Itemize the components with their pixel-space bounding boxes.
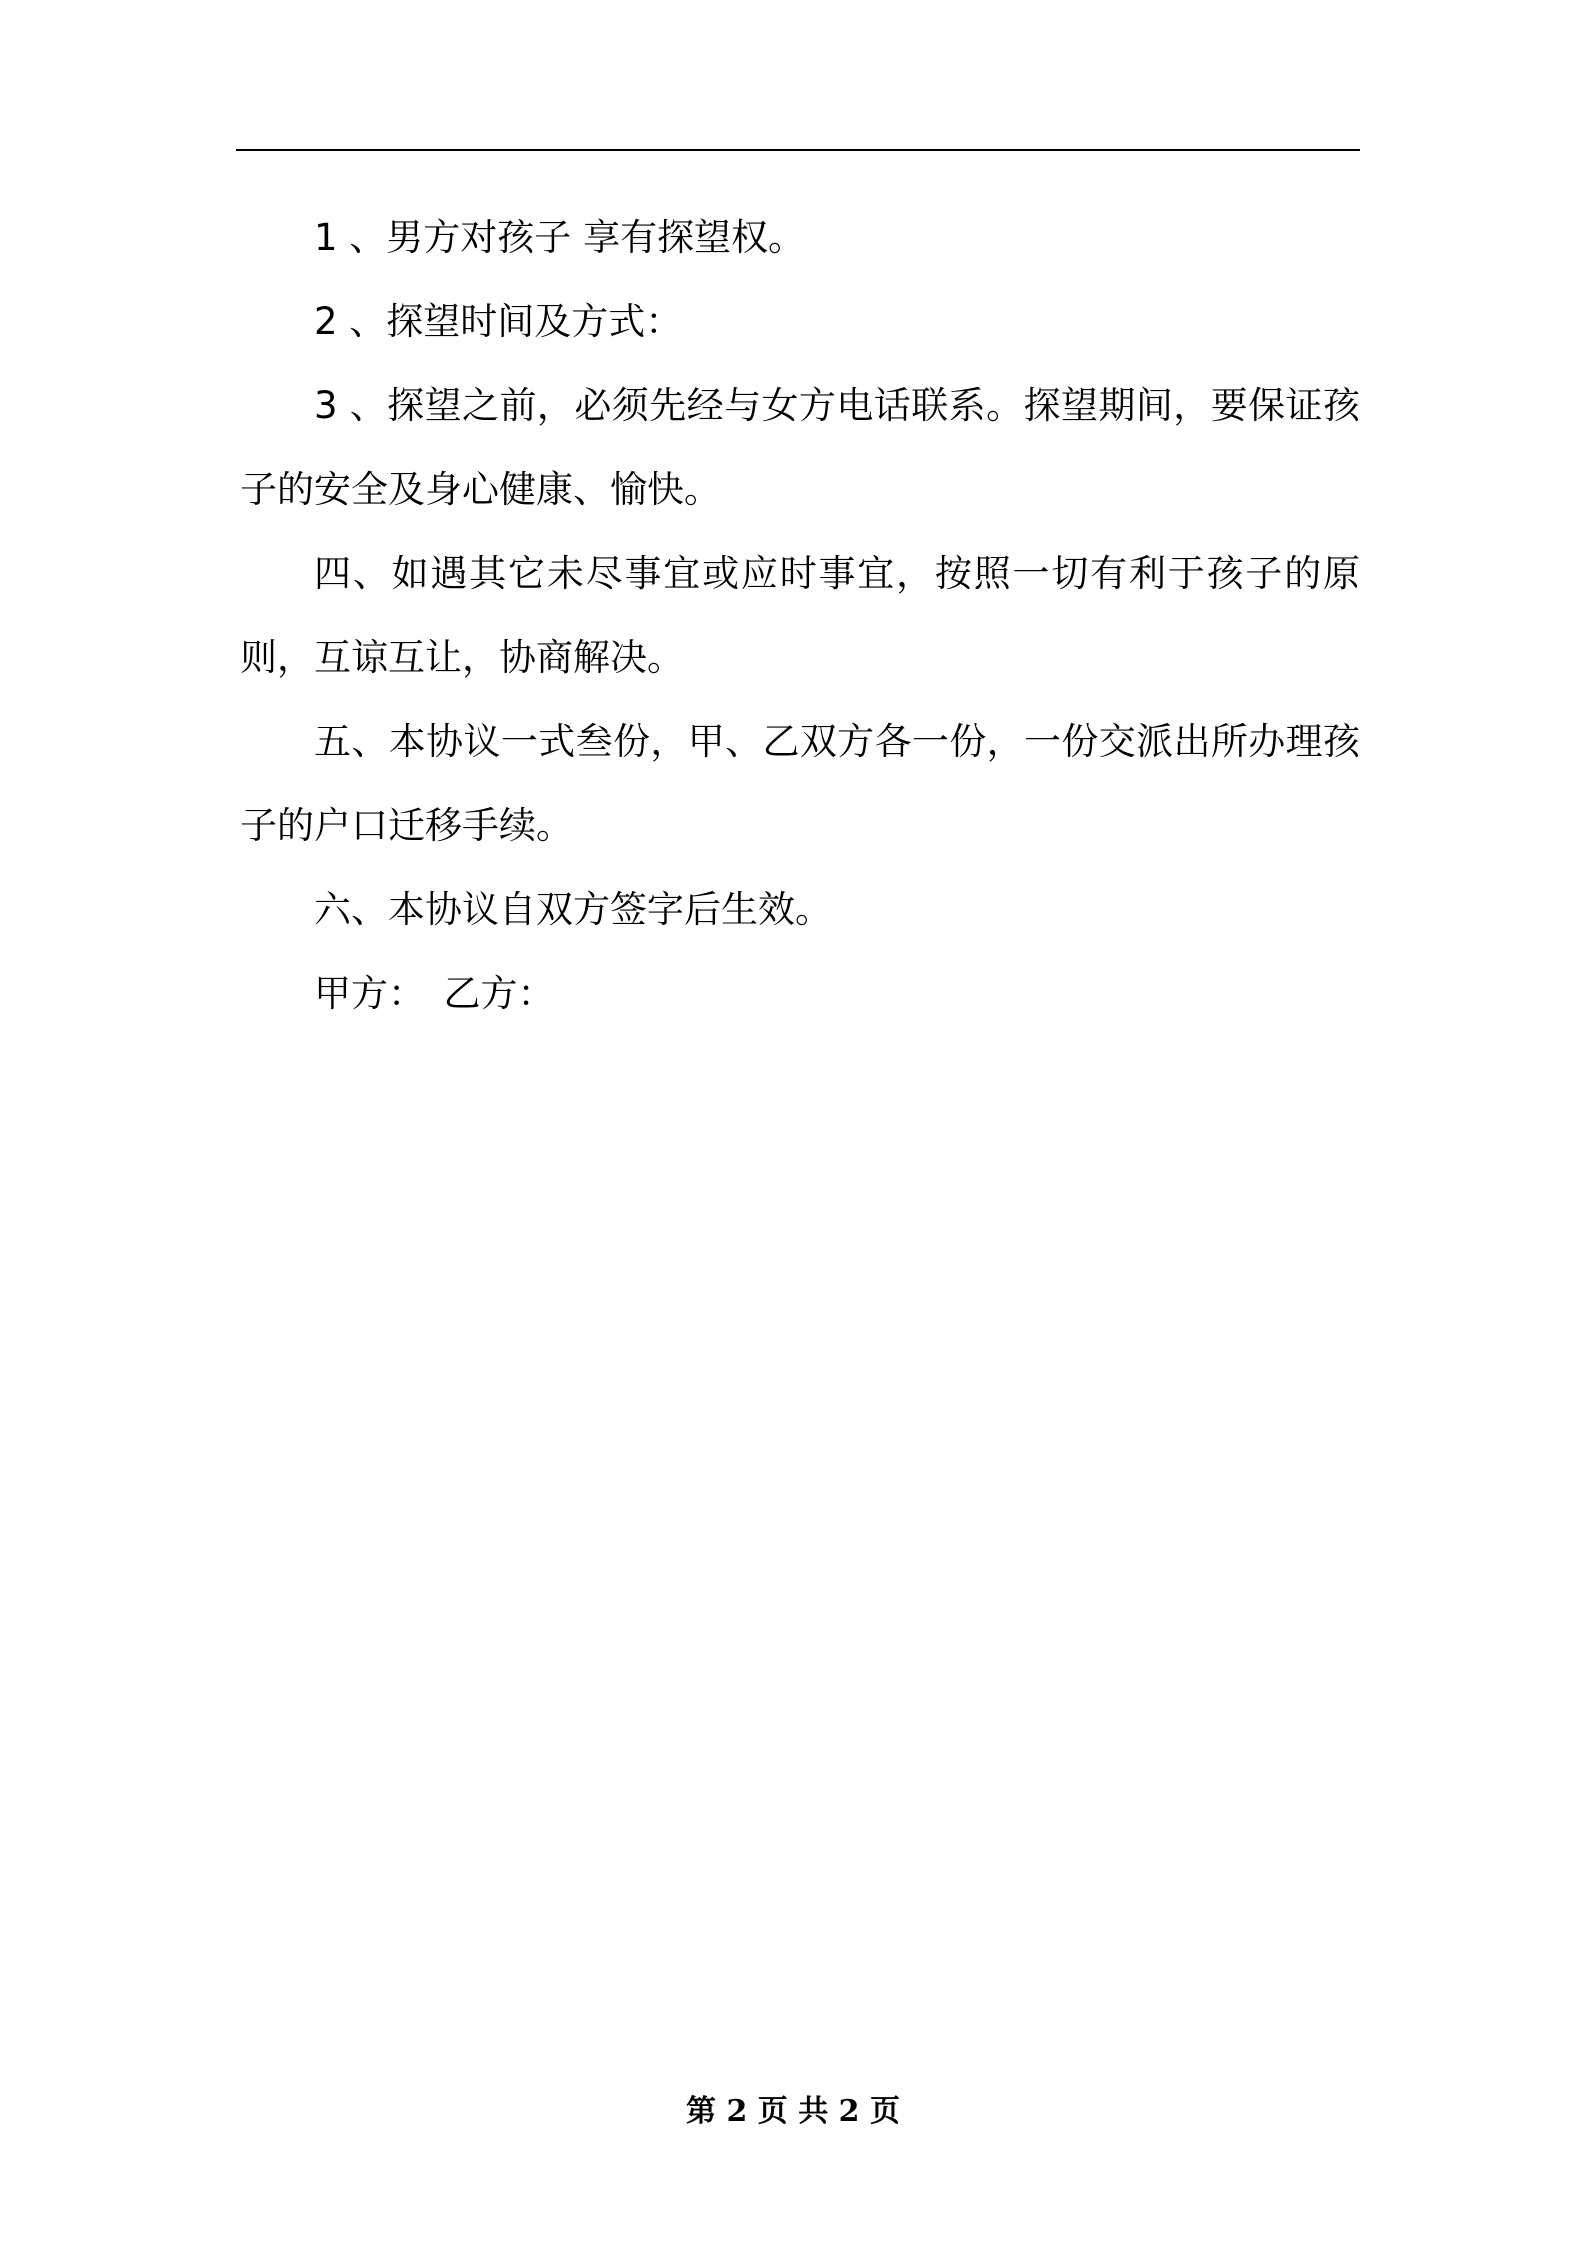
paragraph-visitation-right: 1 、男方对孩子 享有探望权。 bbox=[314, 216, 806, 259]
page-number: 第 2 页 共 2 页 bbox=[686, 2094, 900, 2129]
paragraph-copies: 五、本协议一式叁份，甲、乙双方各一份，一份交派出所办理孩子的户口迁移手续。 bbox=[240, 720, 1360, 847]
paragraph-effective: 六、本协议自双方签字后生效。 bbox=[314, 888, 832, 931]
paragraph-visitation-contact: 3 、探望之前，必须先经与女方电话联系。探望期间，要保证孩子的安全及身心健康、愉快。 bbox=[240, 384, 1360, 511]
paragraph-visitation-time: 2 、探望时间及方式： bbox=[314, 300, 683, 343]
document-body bbox=[240, 196, 1360, 1036]
paragraph-other-matters: 四、如遇其它未尽事宜或应时事宜，按照一切有利于孩子的原则，互谅互让，协商解决。 bbox=[240, 552, 1360, 679]
header-rule bbox=[236, 149, 1360, 151]
signature-line: 甲方： 乙方： bbox=[314, 972, 555, 1015]
